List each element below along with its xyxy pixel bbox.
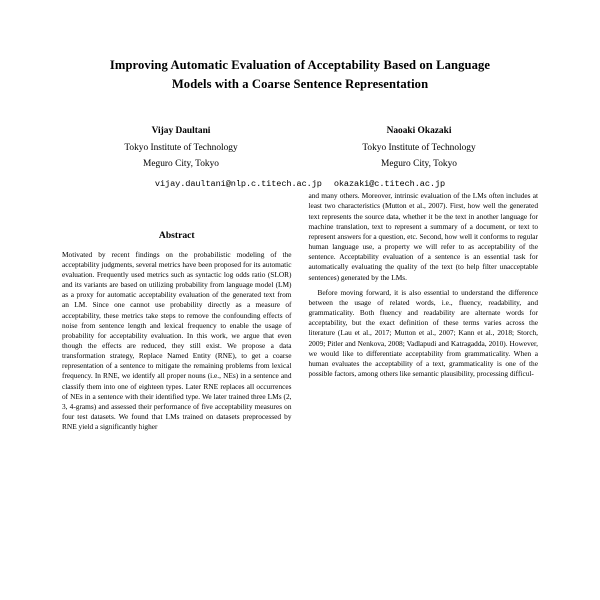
body-columns (62, 191, 538, 437)
author-2-affiliation-line-1: Tokyo Institute of Technology (362, 143, 476, 154)
author-emails (62, 179, 538, 189)
intro-paragraph-1: and many others. Moreover, intrinsic evaluation of the LMs often includes at least two characteristics (Mutton et al., 2007). First, how well the generated text represents the source data, whether it be the text in another language for machine translation, text to represent a summary of a document, or text to represent answers for a question, etc. Second, how well it conforms to regular human language use, a property we will refer to as acceptability of the sentence. Acceptability evaluation of a sentence is an essential task for automatically evaluating the quality of the text (to help filter unacceptable sentences) generated by the LMs. (308, 191, 538, 282)
author-2-name: Naoaki Okazaki (386, 125, 452, 136)
left-column (62, 191, 292, 437)
author-1-affiliation-line-2: Meguro City, Tokyo (143, 158, 219, 169)
right-column (309, 191, 539, 437)
author-1-affiliation-line-1: Tokyo Institute of Technology (124, 143, 238, 154)
page-title (68, 56, 532, 94)
title-line-2: Models with a Coarse Sentence Representation (171, 76, 429, 91)
title-line-1: Improving Automatic Evaluation of Acceptability Based on Language (109, 58, 491, 72)
author-1 (62, 124, 300, 173)
intro-paragraph-2: Before moving forward, it is also essential to understand the difference between the usage of related words, i.e., fluency, readability, and grammaticality. Both fluency and readability are alternate words for acceptability, but the exact definition of these terms varies across the literature (Lau et al., 2017; Mutton et al., 2007; Kann et al., 2018; Storch, 2009; Pitler and Nenkova, 2008; Vadlapudi and Katragadda, 2010). However, we would like to differentiate acceptability from grammaticality. When a human evaluates the acceptability of a text, grammaticality is one of the possible factors, among others like semantic plausibility, processing difficul- (308, 287, 538, 378)
author-1-name: Vijay Daultani (151, 125, 211, 136)
author-2-affiliation-line-2: Meguro City, Tokyo (381, 158, 457, 169)
abstract-heading: Abstract (158, 230, 195, 242)
page-bottom-edge (0, 590, 600, 600)
author-block (62, 124, 538, 173)
author-2-email[interactable]: okazaki@c.titech.ac.jp (333, 179, 446, 190)
abstract-paragraph: Motivated by recent findings on the probabilistic modeling of the acceptability judgments, several metrics have been proposed for its automatic evaluation. Frequently used metrics such as syntactic log odds ratio (SLOR) and its variants are based on utilizing probability from language model (LM) as a proxy for automatic acceptability evaluation of the generated text from an LM. Since one cannot use probability directly as a measure of acceptability, these metrics take steps to remove the confounding effects of noise from sentence length and lexical frequency to enable the usage of probability for acceptability evaluation. In this work, we argue that even though the effects are reduced, they still exist. We propose a data transformation strategy, Replace Named Entity (RNE), to get a coarse representation of a sentence to mitigate the remaining problems from lexical frequency. In RNE, we identify all proper nouns (i.e., NEs) in a sentence and classify them into one of eighteen types. Later RNE replaces all occurrences of NEs in a sentence with their identified type. We later trained three LMs (2, 3, 4-grams) and assessed their performance of five acceptability measures on four test datasets. We found that LMs trained on datasets preprocessed by RNE yield a significantly higher (62, 249, 292, 432)
author-1-email[interactable]: vijay.daultani@nlp.c.titech.ac.jp (154, 179, 322, 190)
author-2 (300, 124, 538, 173)
